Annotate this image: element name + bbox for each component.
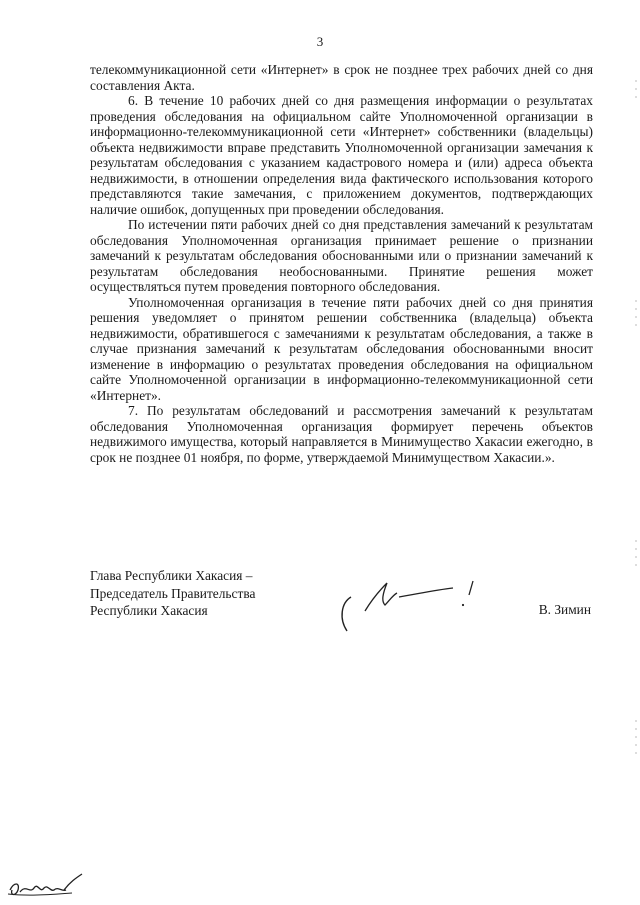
signatory-title-line-3: Республики Хакасия [90,603,208,618]
handwritten-initials-mark [6,872,86,902]
paragraph-review-deadline: По истечении пяти рабочих дней со дня представления замечаний к результатам обследования Уполномоченная организация принимает решение о признании замечаний к результатам обследования обоснованными или о признании замечаний к результатам обследования необоснованными. Принятие решения может осуществляться путем проведения повторного обследования. [90,217,593,294]
signatory-title-line-2: Председатель Правительства [90,585,256,601]
signatory-name: В. Зимин [538,602,591,617]
paragraph-continuation: телекоммуникационной сети «Интернет» в срок не позднее трех рабочих дней со дня составления Акта. [90,62,593,93]
paragraph-item-7: 7. По результатам обследований и рассмотрения замечаний к результатам обследования Уполномоченная организация формирует перечень объектов недвижимого имущества, который направляется в Минимущество Хакасии ежегодно, в срок не позднее 01 ноября, по форме, утверждаемой Минимуществом Хакасии.». [90,403,593,465]
signatory-title-line-1: Глава Республики Хакасия – [90,568,253,583]
paragraph-notification: Уполномоченная организация в течение пяти рабочих дней со дня принятия решения уведомляет о принятом решении собственника (владельца) объекта недвижимости, обратившегося с замечаниями к результатам обследования, а также в случае признания замечаний к результатам обследования обоснованными вносит изменение в информацию о результатах проведения обследования на официальном сайте Уполномоченной организации в информационно-телекоммуникационной сети «Интернет». [90,294,593,403]
page-number: 3 [316,34,324,49]
paragraph-item-6: 6. В течение 10 рабочих дней со дня размещения информации о результатах проведения обследования на официальном сайте Уполномоченной организации в информационно-телекоммуникационной сети «Интернет» собственники (владельцы) объекта недвижимости вправе представить Уполномоченной организации замечания к результатам обследования с указанием кадастрового номера и (или) адреса объекта недвижимости, в отношении определения вида фактического использования которого представляются такие замечания, с приложением документов, подтверждающих наличие ошибок, допущенных при проведении обследования. [90,93,593,217]
scan-edge-marks [630,0,640,905]
handwritten-signature [335,575,485,635]
signatory-title [90,567,255,620]
document-body [90,62,593,465]
